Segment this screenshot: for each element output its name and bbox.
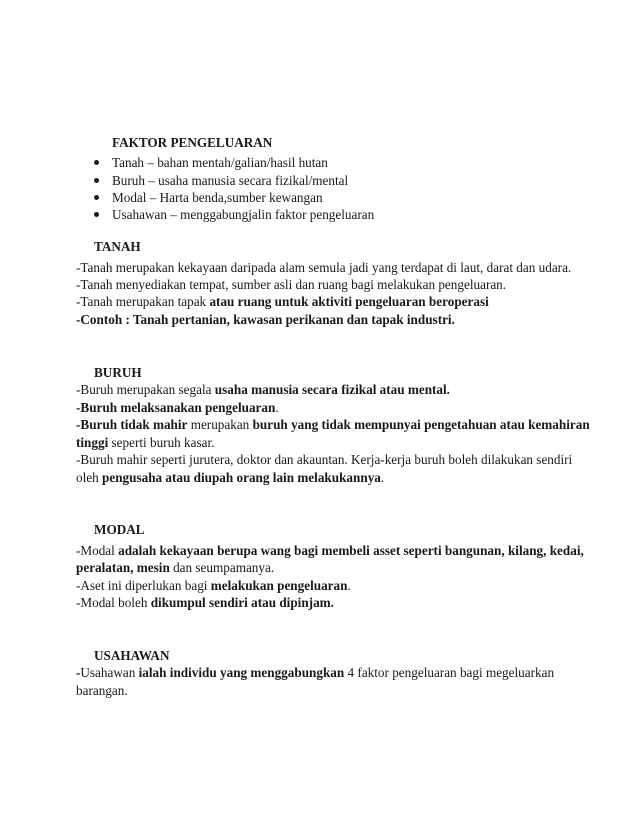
section-heading-modal: MODAL (94, 522, 145, 537)
text: seperti buruh kasar. (108, 435, 215, 450)
bullet-dot-icon (94, 160, 99, 165)
bullet-text: Buruh – usaha manusia secara fizikal/mental (112, 173, 349, 188)
buruh-line-5 (76, 452, 572, 468)
tanah-line-2 (76, 277, 506, 293)
bold-text: usaha manusia secara fizikal atau mental. (214, 382, 450, 397)
tanah-line-3 (76, 294, 489, 310)
text: -Buruh merupakan segala (76, 382, 215, 397)
section-heading-usahawan: USAHAWAN (94, 648, 170, 663)
bold-text: adalah kekayaan berupa wang bagi membeli asset seperti bangunan, kilang, kedai, (118, 543, 584, 558)
modal-line-2 (76, 560, 274, 576)
text: oleh (76, 470, 103, 485)
buruh-line-2 (76, 400, 279, 416)
text: -Aset ini diperlukan bagi (76, 578, 211, 593)
bold-text: -Buruh tidak mahir (76, 417, 188, 432)
text: -Buruh mahir seperti jurutera, doktor dan akauntan. Kerja-kerja buruh boleh dilakukan sendiri (76, 452, 573, 467)
modal-line-3 (76, 578, 351, 594)
bold-text: - (76, 665, 81, 680)
bullet-text: Modal – Harta benda,sumber kewangan (112, 190, 323, 205)
buruh-line-1 (76, 382, 450, 398)
text: -Modal boleh (76, 595, 151, 610)
bold-text: tinggi (76, 435, 109, 450)
text: -Modal (76, 543, 119, 558)
bold-text: pengusaha atau diupah orang lain melakukannya (102, 470, 381, 485)
text: barangan. (76, 683, 128, 698)
bullet-dot-icon (94, 195, 99, 200)
text: Usahawan (80, 665, 139, 680)
tanah-line-4 (76, 312, 455, 328)
main-title: FAKTOR PENGELUARAN (112, 135, 273, 150)
usahawan-line-1 (76, 665, 554, 681)
bullet-dot-icon (94, 178, 99, 183)
bullet-text: Usahawan – menggabungjalin faktor pengeluaran (112, 207, 375, 222)
text: merupakan (187, 417, 253, 432)
buruh-line-6 (76, 470, 384, 486)
bold-text: -Buruh melaksanakan pengeluaran (76, 400, 276, 415)
section-heading-tanah: TANAH (94, 239, 141, 254)
text: -Tanah merupakan kekayaan daripada alam semula jadi yang terdapat di laut, darat dan udara. (76, 260, 572, 275)
bullet-text: Tanah – bahan mentah/galian/hasil hutan (112, 155, 328, 170)
bold-text: melakukan pengeluaran (210, 578, 348, 593)
section-heading-buruh: BURUH (94, 365, 142, 380)
text: . (347, 578, 351, 593)
text: . (275, 400, 279, 415)
text: -Tanah menyediakan tempat, sumber asli dan ruang bagi melakukan pengeluaran. (76, 277, 507, 292)
text: 4 faktor pengeluaran bagi megeluarkan (344, 665, 555, 680)
text: -Tanah merupakan tapak (76, 294, 210, 309)
tanah-line-1 (76, 260, 571, 276)
text: dan seumpamanya. (169, 560, 275, 575)
bold-text: -Contoh : Tanah pertanian, kawasan perikanan dan tapak industri. (76, 312, 455, 327)
buruh-line-3 (76, 417, 590, 433)
buruh-line-4 (76, 435, 214, 451)
bold-text: dikumpul sendiri atau dipinjam. (150, 595, 334, 610)
bold-text: ialah individu yang menggabungkan (138, 665, 345, 680)
modal-line-4 (76, 595, 334, 611)
bullet-dot-icon (94, 212, 99, 217)
usahawan-line-2 (76, 683, 128, 699)
bold-text: peralatan, mesin (76, 560, 170, 575)
bold-text: buruh yang tidak mempunyai pengetahuan atau kemahiran (252, 417, 590, 432)
modal-line-1 (76, 543, 584, 559)
bold-text: atau ruang untuk aktiviti pengeluaran beroperasi (209, 294, 489, 309)
text: . (380, 470, 385, 485)
